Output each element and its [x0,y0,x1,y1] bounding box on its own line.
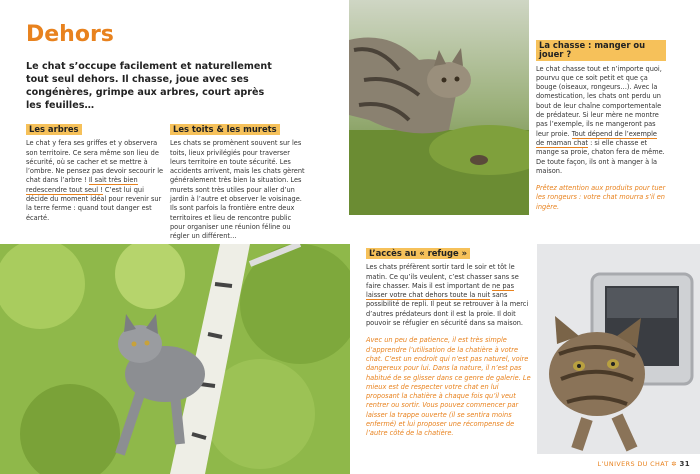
toits-section [170,124,308,242]
refuge-section [366,248,532,439]
footer-section: L’UNIVERS DU CHAT [597,460,669,468]
arbres-section [26,124,164,223]
photo-cat-hunting [349,0,529,215]
arbres-heading: Les arbres [26,124,82,135]
refuge-text-2: sans possibilité de repli. Il peut se retrouver à la merci d’autres prédateurs dont il est la proie. Il doit pouvoir se réfugier en sécurité dans sa maison. [366,291,529,328]
refuge-text-1: Les chats préfèrent sortir tard le soir et tôt le matin. Ce qu’ils veulent, c’est chasser sans se faire chasser. Mais il est important de [366,263,519,290]
arbres-text-underlined: Il sait très bien redescendre tout seul ! [26,176,138,194]
refuge-note: Avec un peu de patience, il est très simple d’apprendre l’utilisation de la chatière à votre chat. C’est un endroit qui n’est pas naturel, voire dangereux pour lui. Dans la nature, il n’est pas habitué de se glisser dans ce genre de galerie. Le mieux est de respecter votre chat en lui proposant la chatière à chaque fois qu’il veut rentrer ou sortir. Vous pouvez commencer par laisser la trappe ouverte (il se sentira moins enfermé) et lui proposer une récompense de l’autre côté de la chatière. [366,336,531,438]
chasse-note: Prêtez attention aux produits pour tuer les rongeurs : votre chat mourra s’il en ingère. [536,184,666,211]
toits-text: Les chats se promènent souvent sur les toits, lieux privilégiés pour traverser leurs territoire en toute sécurité. Les accidents arrivent, mais les chats gèrent généralement très bien la situation. Les murets sont très utiles pour aller d’un jardin à l’autre et observer le voisinage. Ils sont parfois la frontière entre deux territoires et lieu de rencontre public pour organiser une réunion féline ou régler un différent… [170,139,305,241]
chasse-section [536,40,666,212]
page-number: 31 [679,460,690,468]
page-footer [597,460,690,468]
toits-heading: Les toits & les murets [170,124,280,135]
photo-cat-door [537,244,700,454]
paw-icon: ✲ [671,460,678,468]
intro-paragraph: Le chat s’occupe facilement et naturellement tout seul dehors. Il chasse, joue avec ses congénères, grimpe aux arbres, court après les feuilles… [26,61,272,111]
refuge-heading: L’accès au « refuge » [366,248,470,259]
chasse-heading: La chasse : manger ou jouer ? [536,40,666,61]
photo-cat-in-tree [0,244,350,474]
refuge-text-underlined: ne pas laisser votre chat dehors toute la nuit [366,281,515,300]
chasse-text-1: Le chat chasse tout et n’importe quoi, pourvu que ce soit petit et que ça bouge (oiseaux, rongeurs…). Avec la domestication, les chats ont perdu un bout de leur chaîne comportementale de prédateur. Si leur mère ne montre pas l’exemple, ils ne mangeront pas leur proie. [536,64,662,138]
chasse-text-2: : si elle chasse et mange sa proie, chaton fera de même. De toute façon, ils ont à manger à la maison. [536,138,665,175]
page-title: Dehors [26,22,114,47]
arbres-text-1: Le chat y fera ses griffes et y observera son territoire. Ce sera même son lieu de sécurité, où se cacher et se mettre à l’ombre. Ne pensez pas devoir secourir le chat dans l’arbre ! [26,139,164,185]
chasse-text-underlined: Tout dépend de l’exemple de maman chat [536,129,657,147]
arbres-text-2: C’est lui qui décide du moment idéal pour revenir sur la terre ferme : quand tout danger est écarté. [26,185,162,222]
